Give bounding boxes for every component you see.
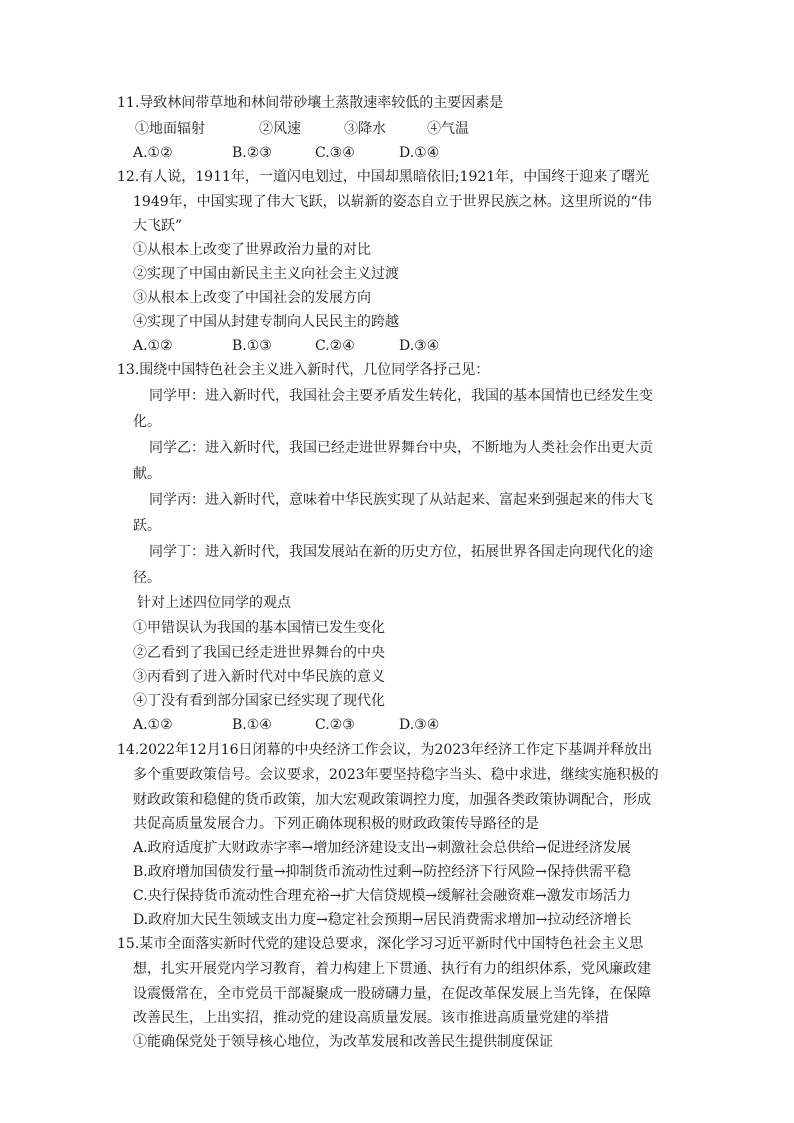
q13-prompt: 针对上述四位同学的观点	[137, 595, 291, 611]
q12-item: ①从根本上改变了世界政治力量的对比	[133, 242, 371, 258]
q11-stem: 11.导致林间带草地和林间带砂壤土蒸散速率较低的主要因素是	[117, 95, 504, 111]
q11-item: ①地面辐射	[135, 121, 205, 137]
q13-para-line: 同学丙：进入新时代，意味着中华民族实现了从站起来、富起来到强起来的伟大飞	[149, 492, 653, 508]
q15-stem-line: 设震慑常在，全市党员干部凝聚成一股磅礴力量，在促改革保发展上当先锋，在保障	[133, 986, 651, 1002]
q12-stem-line: 大飞跃”	[133, 218, 183, 234]
q13-para-line: 献。	[133, 466, 161, 482]
q11-choice-b: B.②③	[232, 145, 272, 161]
q15-stem-line: 想，扎实开展党内学习教育，着力构建上下贯通、执行有力的组织体系，党风廉政建	[133, 961, 651, 977]
q13-para-line: 同学乙：进入新时代，我国已经走进世界舞台中央，不断地为人类社会作出更大贡	[149, 440, 653, 456]
q13-choice-d: D.③④	[399, 717, 440, 733]
q11-choice-c: C.③④	[315, 145, 355, 161]
q11-choice-a: A.①②	[133, 145, 173, 161]
q13-item: ③丙看到了进入新时代对中华民族的意义	[133, 669, 385, 685]
q12-choice-d: D.③④	[399, 338, 440, 354]
q12-choice-b: B.①③	[232, 338, 272, 354]
q12-item: ③从根本上改变了中国社会的发展方向	[133, 290, 371, 306]
q13-choice-a: A.①②	[133, 717, 173, 733]
q14-stem-line: 共促高质量发展合力。下列正确体现积极的财政政策传导路径的是	[133, 816, 539, 832]
q15-stem-line: 改善民生，上出实招，推动党的建设高质量发展。该市推进高质量党建的举措	[133, 1010, 609, 1026]
q11-item: ④气温	[427, 121, 469, 137]
q13-para-line: 同学甲：进入新时代，我国社会主要矛盾发生转化，我国的基本国情也已经发生变	[149, 388, 653, 404]
q15-item: ①能确保党处于领导核心地位，为改革发展和改善民生提供制度保证	[133, 1034, 553, 1050]
q14-stem-line: 14.2022年12月16日闭幕的中央经济工作会议，为2023年经济工作定下基调并释放出	[117, 742, 653, 758]
q14-stem-line: 财政政策和稳健的货币政策，加大宏观政策调控力度，加强各类政策协调配合，形成	[133, 792, 651, 808]
q13-item: ②乙看到了我国已经走进世界舞台的中央	[133, 645, 385, 661]
q11-item: ②风速	[259, 121, 301, 137]
q14-option-d: D.政府加大民生领域支出力度→稳定社会预期→居民消费需求增加→拉动经济增长	[133, 912, 632, 928]
q12-stem-line: 1949年，中国实现了伟大飞跃，以崭新的姿态自立于世界民族之林。这里所说的“伟	[133, 194, 652, 210]
q13-choice-b: B.①④	[232, 717, 272, 733]
q14-option-c: C.央行保持货币流动性合理充裕→扩大信贷规模→缓解社会融资难→激发市场活力	[133, 888, 631, 904]
q13-para-line: 同学丁：进入新时代，我国发展站在新的历史方位，拓展世界各国走向现代化的途	[149, 544, 653, 560]
q12-choice-a: A.①②	[133, 338, 173, 354]
q11-choice-d: D.①④	[399, 145, 440, 161]
q13-para-line: 径。	[133, 570, 161, 586]
q13-choice-c: C.②③	[315, 717, 355, 733]
q12-stem-line: 12.有人说，1911年，一道闪电划过，中国却黑暗依旧;1921年，中国终于迎来了曙光	[117, 169, 650, 185]
q14-option-b: B.政府增加国债发行量→抑制货币流动性过剩→防控经济下行风险→保持供需平稳	[133, 864, 631, 880]
q14-option-a: A.政府适度扩大财政赤字率→增加经济建设支出→刺激社会总供给→促进经济发展	[133, 840, 631, 856]
q15-stem-line: 15.某市全面落实新时代党的建设总要求，深化学习习近平新时代中国特色社会主义思	[117, 936, 644, 952]
q13-item: ①甲错误认为我国的基本国情已发生变化	[133, 620, 385, 636]
q13-stem: 13.围绕中国特色社会主义进入新时代，几位同学各抒己见：	[117, 362, 490, 378]
q13-para-line: 化。	[133, 414, 161, 430]
q14-stem-line: 多个重要政策信号。会议要求，2023年要坚持稳字当头、稳中求进，继续实施积极的	[133, 767, 659, 783]
q12-choice-c: C.②④	[315, 338, 355, 354]
q13-item: ④丁没有看到部分国家已经实现了现代化	[133, 693, 385, 709]
q12-item: ②实现了中国由新民主主义向社会主义过渡	[133, 266, 399, 282]
q11-item: ③降水	[344, 121, 386, 137]
q13-para-line: 跃。	[133, 518, 161, 534]
q12-item: ④实现了中国从封建专制向人民民主的跨越	[133, 314, 399, 330]
